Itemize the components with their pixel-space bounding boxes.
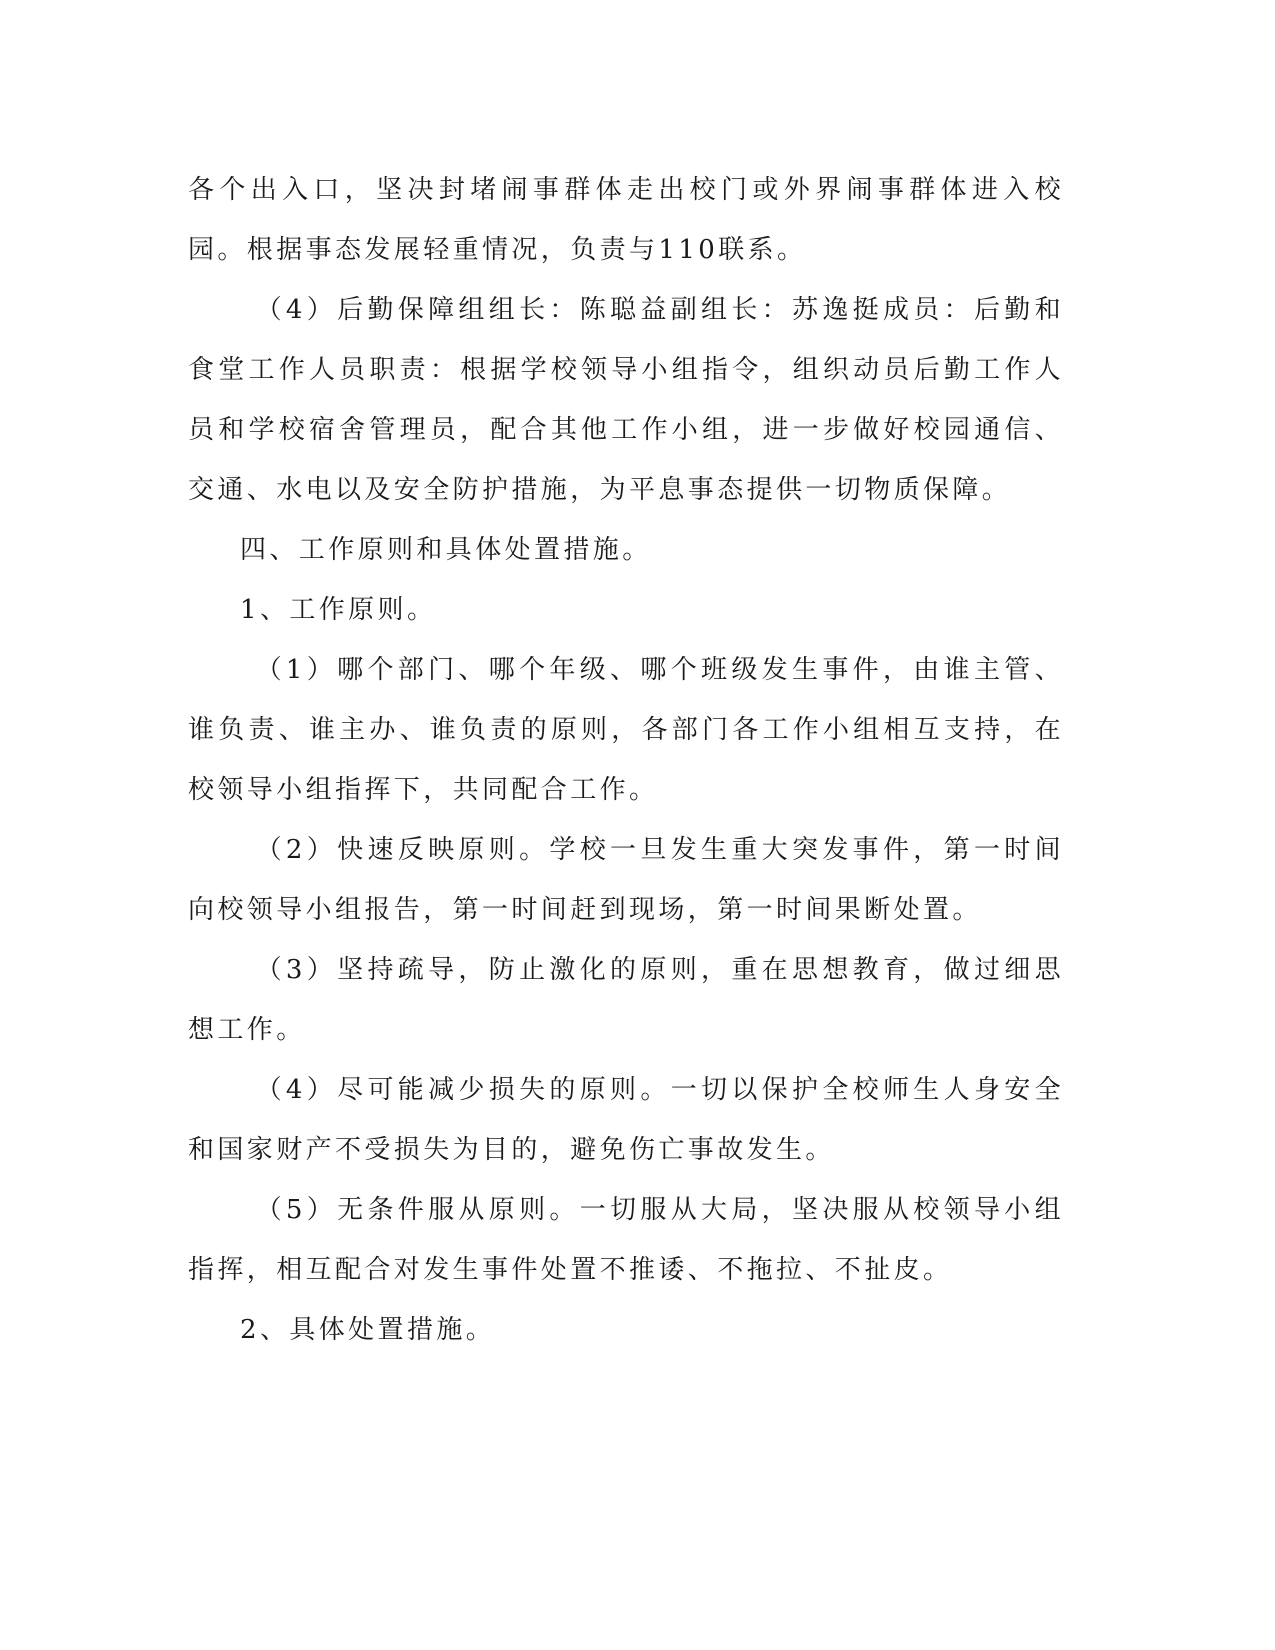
paragraph-continuation: 各个出入口，坚决封堵闹事群体走出校门或外界闹事群体进入校园。根据事态发展轻重情况，负责与110联系。	[188, 175, 1064, 265]
paragraph-principle-5: （5）无条件服从原则。一切服从大局，坚决服从校领导小组指挥，相互配合对发生事件处置不推诿、不拖拉、不扯皮。	[188, 1195, 1064, 1285]
paragraph-principle-3: （3）坚持疏导，防止激化的原则，重在思想教育，做过细思想工作。	[188, 955, 1064, 1045]
paragraph-principle-4: （4）尽可能减少损失的原则。一切以保护全校师生人身安全和国家财产不受损失为目的，避免伤亡事故发生。	[188, 1075, 1064, 1165]
subheading-work-principles: 1、工作原则。	[240, 595, 437, 625]
paragraph-principle-1: （1）哪个部门、哪个年级、哪个班级发生事件，由谁主管、谁负责、谁主办、谁负责的原则，各部门各工作小组相互支持，在校领导小组指挥下，共同配合工作。	[188, 655, 1064, 805]
paragraph-principle-2: （2）快速反映原则。学校一旦发生重大突发事件，第一时间向校领导小组报告，第一时间赶到现场，第一时间果断处置。	[188, 835, 1064, 925]
subheading-specific-measures: 2、具体处置措施。	[240, 1315, 496, 1345]
document-body	[188, 160, 1064, 1360]
paragraph-logistics-group: （4）后勤保障组组长：陈聪益副组长：苏逸挺成员：后勤和食堂工作人员职责：根据学校领导小组指令，组织动员后勤工作人员和学校宿舍管理员，配合其他工作小组，进一步做好校园通信、交通、水电以及安全防护措施，为平息事态提供一切物质保障。	[188, 295, 1064, 505]
section-heading-principles: 四、工作原则和具体处置措施。	[240, 535, 652, 565]
